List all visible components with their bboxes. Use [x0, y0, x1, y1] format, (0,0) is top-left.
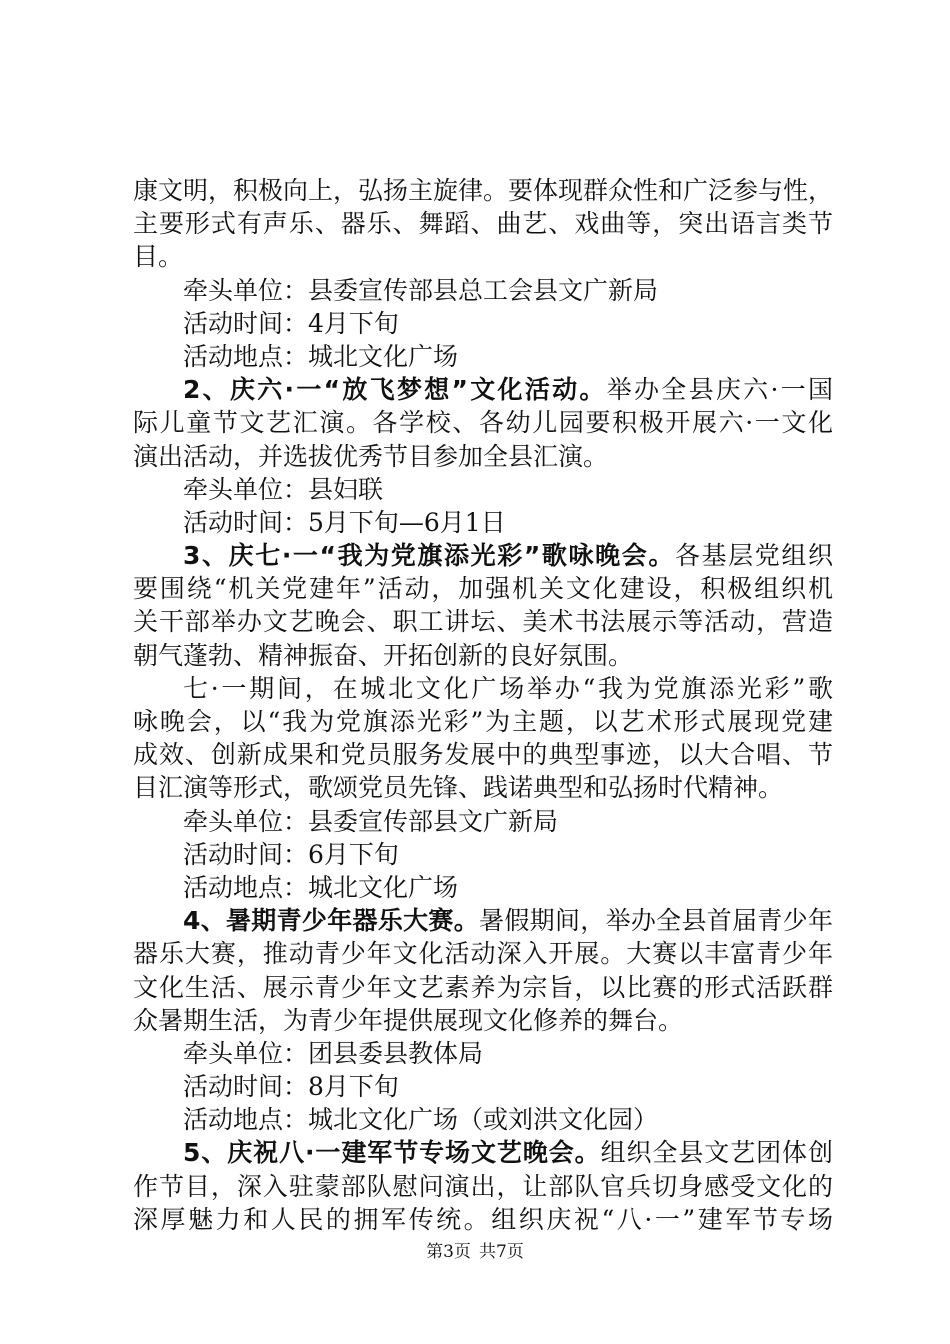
activity-place: 活动地点：城北文化广场 — [183, 872, 459, 902]
section-4-first-line — [133, 904, 833, 937]
section-2-first-line — [133, 373, 833, 406]
section-3-heading: 3、庆七·一“我为党旗添光彩”歌咏晚会。 — [183, 541, 675, 571]
text-line: 朝气蓬勃、精神振奋、开拓创新的良好氛围。 — [133, 640, 634, 670]
section-5-first-line — [133, 1136, 833, 1169]
lead-unit: 牵头单位：县委宣传部县文广新局 — [183, 806, 559, 836]
lead-unit: 牵头单位：县委宣传部县总工会县文广新局 — [183, 275, 659, 305]
activity-place: 活动地点：城北文化广场（或刘洪文化园） — [183, 1105, 659, 1135]
section-5-heading: 5、庆祝八·一建军节专场文艺晚会。 — [183, 1138, 601, 1168]
page-footer — [0, 1241, 950, 1263]
lead-unit: 牵头单位：县妇联 — [183, 474, 384, 504]
text-line: 深厚魅力和人民的拥军传统。组织庆祝“八·一”建军节专场 — [133, 1204, 833, 1234]
text-run: 暑假期间，举办全县首届青少年 — [479, 906, 833, 936]
text-line: 主要形式有声乐、器乐、舞蹈、曲艺、戏曲等，突出语言类节 — [133, 209, 833, 239]
page-number: 第3页 — [426, 1242, 471, 1262]
text-line: 器乐大赛，推动青少年文化活动深入开展。大赛以丰富青少年 — [133, 939, 833, 969]
text-line: 七·一期间，在城北文化广场举办“我为党旗添光彩”歌 — [183, 673, 833, 703]
text-line: 演出活动，并选拔优秀节目参加全县汇演。 — [133, 441, 609, 471]
activity-time: 活动时间：5月下旬—6月1日 — [183, 507, 506, 537]
activity-time: 活动时间：4月下旬 — [183, 308, 399, 338]
text-run: 各基层党组织 — [674, 541, 833, 571]
activity-place: 活动地点：城北文化广场 — [183, 341, 459, 371]
activity-time: 活动时间：6月下旬 — [183, 839, 399, 869]
text-line: 目。 — [133, 242, 184, 272]
lead-unit: 牵头单位：团县委县教体局 — [183, 1038, 484, 1068]
text-line: 康文明，积极向上，弘扬主旋律。要体现群众性和广泛参与性， — [133, 176, 834, 205]
section-4-heading: 4、暑期青少年器乐大赛。 — [183, 906, 480, 936]
text-line: 要围绕“机关党建年”活动，加强机关文化建设，积极组织机 — [133, 574, 833, 604]
page-total: 共7页 — [479, 1242, 524, 1262]
text-line: 目汇演等形式，歌颂党员先锋、践诺典型和弘扬时代精神。 — [133, 773, 784, 803]
activity-time: 活动时间：8月下旬 — [183, 1072, 399, 1102]
text-line: 际儿童节文艺汇演。各学校、各幼儿园要积极开展六·一文化 — [133, 408, 833, 438]
text-run: 组织全县文艺团体创 — [600, 1138, 833, 1168]
text-line: 作节目，深入驻蒙部队慰问演出，让部队官兵切身感受文化的 — [133, 1171, 833, 1201]
text-line: 成效、创新成果和党员服务发展中的典型事迹，以大合唱、节 — [133, 740, 833, 770]
text-line: 关干部举办文艺晚会、职工讲坛、美术书法展示等活动，营造 — [133, 607, 833, 637]
section-3-first-line — [133, 539, 833, 572]
text-line: 众暑期生活，为青少年提供展现文化修养的舞台。 — [133, 1005, 684, 1035]
text-run: 举办全县庆六·一国 — [606, 375, 833, 405]
section-2-heading: 2、庆六·一“放飞梦想”文化活动。 — [183, 375, 607, 405]
document-body — [133, 174, 833, 1236]
text-line: 文化生活、展示青少年文艺素养为宗旨，以比赛的形式活跃群 — [133, 972, 833, 1002]
text-line: 咏晚会，以“我为党旗添光彩”为主题，以艺术形式展现党建 — [133, 707, 833, 736]
